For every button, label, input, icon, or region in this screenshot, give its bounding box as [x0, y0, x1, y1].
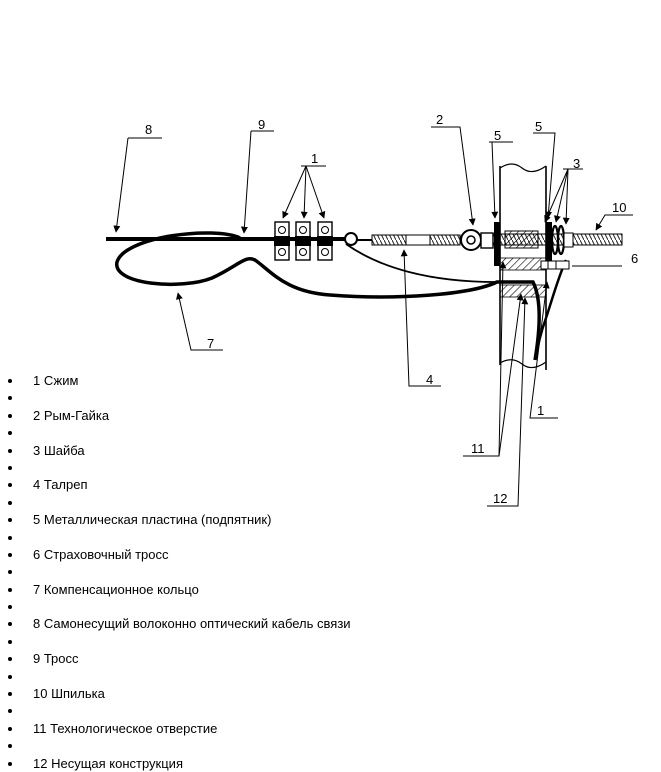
callout-8-optical-cable: 8	[145, 122, 153, 137]
callout-1-clamp-lower: 1	[537, 403, 545, 418]
legend-item	[0, 459, 351, 476]
callout-5-plate-left: 5	[494, 128, 502, 143]
legend-item	[0, 598, 351, 615]
legend-item: 3 Шайба	[0, 442, 351, 459]
callout-6-safety-rope: 6	[631, 251, 639, 266]
legend-item	[0, 563, 351, 580]
legend-item	[0, 424, 351, 441]
legend-item: 8 Самонесущий волоконно оптический кабель связи	[0, 615, 351, 632]
callout-9-rope: 9	[258, 117, 266, 132]
callout-1-clamps: 1	[311, 151, 319, 166]
legend-item: 2 Рым-Гайка	[0, 407, 351, 424]
eye-nut	[461, 230, 493, 250]
callout-7-compensation-loop: 7	[207, 336, 215, 351]
legend-item	[0, 494, 351, 511]
callout-4-turnbuckle: 4	[426, 372, 434, 387]
legend-item	[0, 737, 351, 754]
callout-10-stud: 10	[612, 200, 627, 215]
callout-5-plate-right: 5	[535, 119, 543, 134]
legend-list	[0, 372, 351, 772]
legend-item: 7 Компенсационное кольцо	[0, 581, 351, 598]
turnbuckle	[345, 233, 462, 245]
legend-item: 4 Талреп	[0, 476, 351, 493]
callout-3-washers: 3	[573, 156, 581, 171]
clamps	[274, 222, 333, 260]
legend-item	[0, 529, 351, 546]
callout-12-structure: 12	[493, 491, 508, 506]
legend-item	[0, 702, 351, 719]
legend-item: 9 Тросс	[0, 650, 351, 667]
legend-item: 1 Сжим	[0, 372, 351, 389]
legend-item: 11 Технологическое отверстие	[0, 720, 351, 737]
legend-item	[0, 389, 351, 406]
callout-11-tech-hole: 11	[471, 441, 485, 456]
threaded-stud	[490, 231, 622, 248]
legend-item	[0, 633, 351, 650]
legend-item	[0, 668, 351, 685]
legend-item: 12 Несущая конструкция	[0, 755, 351, 772]
legend-item: 5 Металлическая пластина (подпятник)	[0, 511, 351, 528]
legend-item: 10 Шпилька	[0, 685, 351, 702]
legend-item: 6 Страховочный тросс	[0, 546, 351, 563]
callout-2-eye-nut: 2	[436, 112, 444, 127]
